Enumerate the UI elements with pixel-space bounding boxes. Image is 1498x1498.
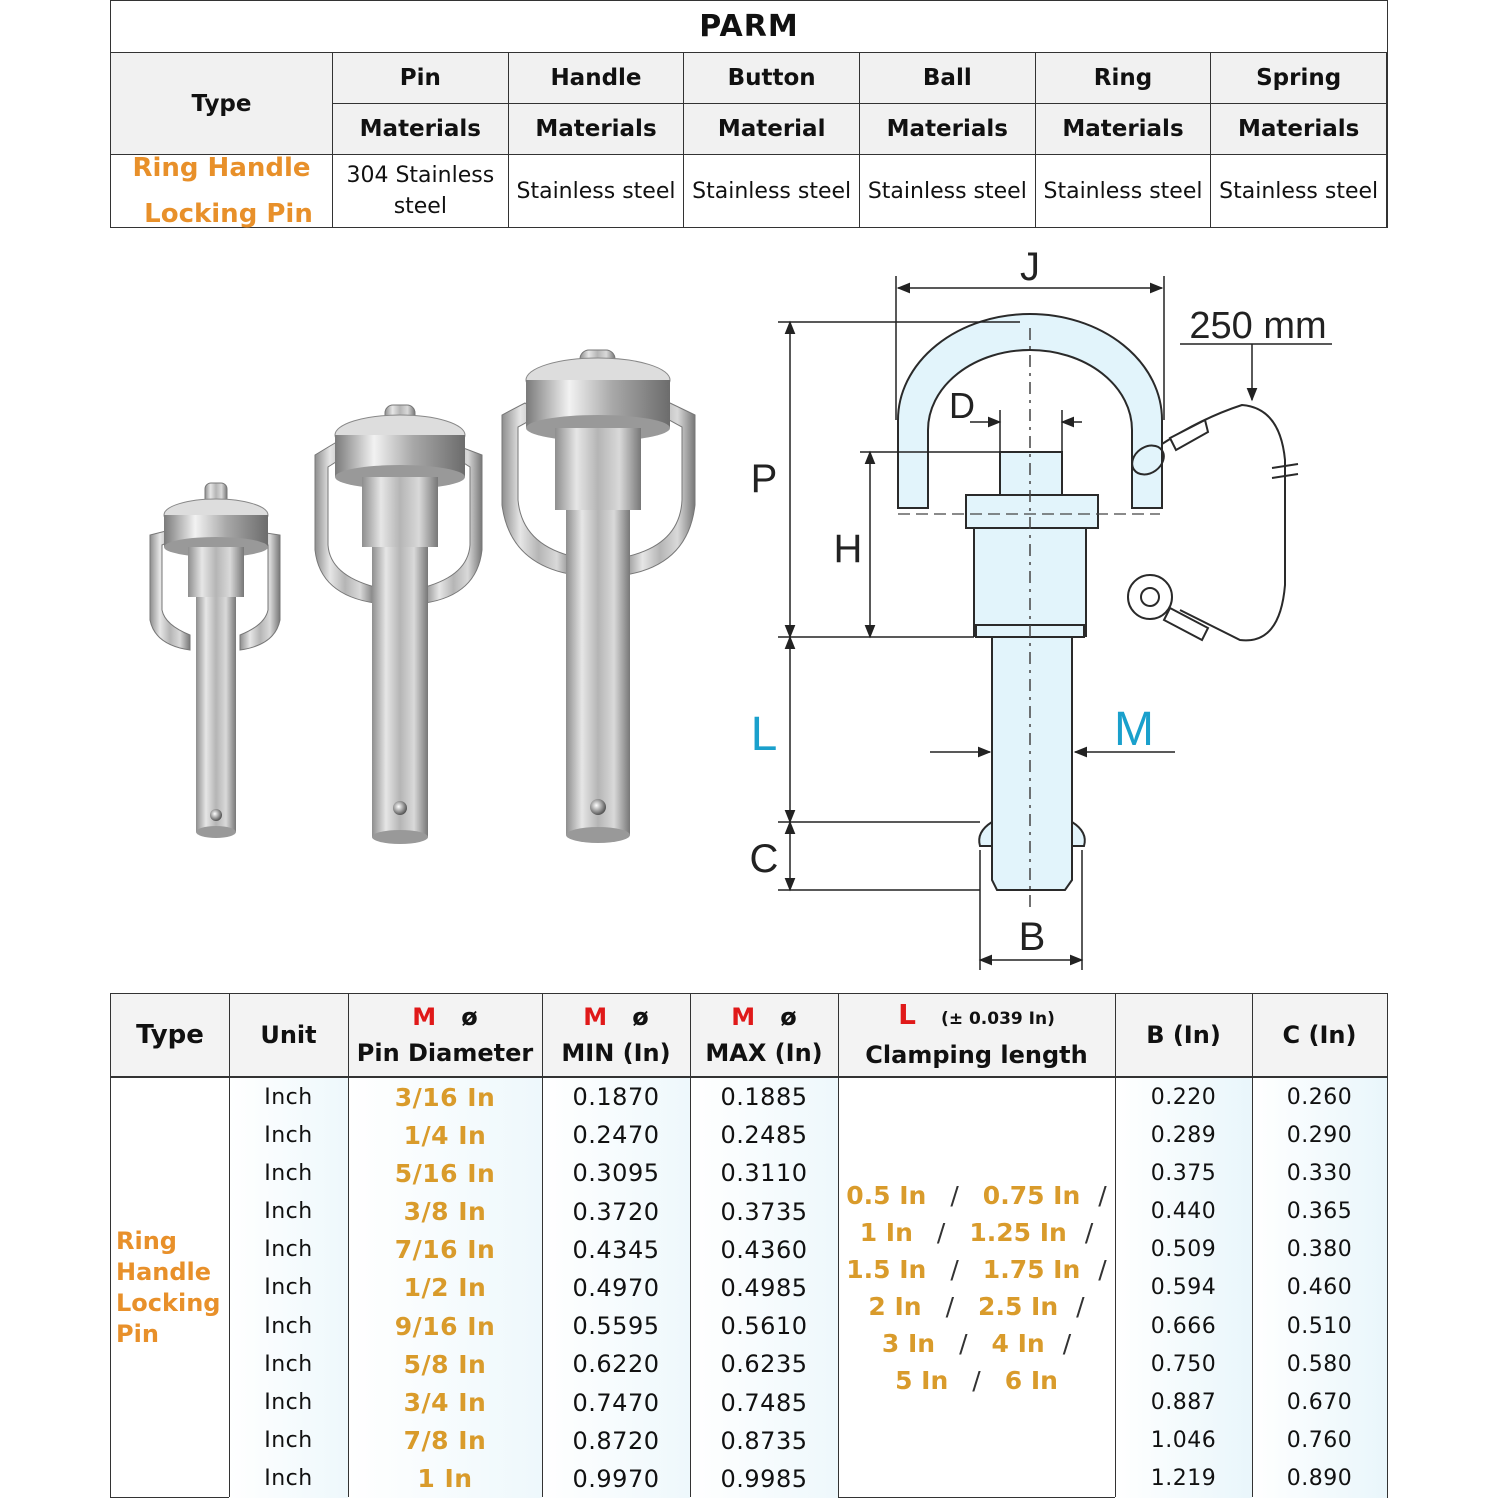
min-cell [542,1460,690,1498]
spec-type-line: Handle [116,1258,212,1286]
c-cell [1252,1383,1387,1421]
c-cell [1252,1307,1387,1345]
unit-cell-value: Inch [264,1122,313,1148]
pin-diameter-cell-value: 1 In [417,1464,473,1494]
min-cell [542,1193,690,1231]
pin-diameter-cell [348,1269,542,1307]
part-subheader-ring: Materials [1036,104,1212,155]
clamping-separator: / [950,1181,959,1210]
unit-cell [229,1307,348,1345]
pin-photo-large [502,350,695,843]
clamping-separator: / [1084,1218,1094,1247]
max-label: MAX (In) [705,1039,823,1067]
clamping-separator: / [945,1292,955,1321]
unit-cell-value: Inch [264,1199,313,1225]
spec-type-cell [111,1078,229,1498]
handle-block [966,495,1098,528]
clamping-length-row [846,1325,1106,1362]
b-cell-value: 0.375 [1150,1160,1217,1186]
spec-header-b [1115,994,1252,1076]
b-cell [1115,1116,1252,1154]
pin-diameter-cell-value: 5/8 In [403,1349,487,1379]
pin-diameter-cell [348,1116,542,1154]
diameter-symbol: ø [632,1003,649,1031]
unit-cell-value: Inch [264,1237,313,1263]
min-cell [542,1078,690,1116]
max-cell [690,1269,838,1307]
max-cell [690,1154,838,1192]
unit-cell [229,1116,348,1154]
spec-type-value [111,1226,220,1350]
unit-cell [229,1383,348,1421]
technical-drawing [720,240,1400,980]
spec-header-pin-diameter [348,994,542,1076]
clamping-lengths-cell [838,1078,1115,1498]
clamping-length-row [846,1177,1106,1214]
pin-diameter-cell [348,1154,542,1192]
ball-left [979,822,992,846]
c-cell [1252,1269,1387,1307]
min-cell [542,1422,690,1460]
spec-header-max [690,994,838,1076]
b-cell [1115,1422,1252,1460]
dim-label-l: L [750,708,778,761]
b-cell-value: 0.220 [1150,1084,1217,1110]
b-cell-value: 0.594 [1150,1275,1217,1301]
min-cell-value: 0.3720 [572,1197,660,1226]
part-material-ring: Stainless steel [1036,155,1212,227]
max-cell [690,1422,838,1460]
part-material-button: Stainless steel [684,155,860,227]
type-header [111,53,333,155]
clamping-separator: / [950,1255,959,1284]
b-cell-value: 0.440 [1150,1199,1217,1225]
spec-header-min-m-row [583,999,648,1035]
max-cell-value: 0.6235 [720,1350,808,1379]
dim-label-h: H [833,527,863,571]
b-cell-value: 0.666 [1150,1313,1217,1339]
pin-diameter-cell [348,1307,542,1345]
b-cell-value: 0.887 [1150,1390,1217,1416]
unit-cell [229,1460,348,1498]
c-cell-value: 0.760 [1286,1428,1353,1454]
clamping-separator: / [936,1218,946,1247]
pin-shaft [992,637,1072,890]
pin-diameter-cell-value: 7/8 In [403,1426,487,1456]
min-cell-value: 0.9970 [572,1464,660,1493]
spec-header-max-m-row [731,999,796,1035]
c-cell [1252,1231,1387,1269]
unit-cell-value: Inch [264,1084,313,1110]
b-cell-value: 0.289 [1150,1122,1217,1148]
b-label: B (In) [1146,1021,1221,1049]
dim-label-m: M [1114,703,1154,756]
clamping-length-value: 1.5 In [846,1255,927,1284]
part-header-ring: Ring [1036,53,1212,104]
min-cell [542,1154,690,1192]
spec-header-unit-label: Unit [260,1021,317,1049]
unit-cell-value: Inch [264,1160,313,1186]
dim-label-j: J [1020,245,1040,289]
m-letter: M [583,1003,608,1031]
max-cell-value: 0.4360 [720,1235,808,1264]
max-cell [690,1193,838,1231]
pin-diameter-cell [348,1422,542,1460]
spec-type-line: Ring [116,1227,177,1255]
materials-table-title: PARM [111,1,1387,53]
part-subheader-ball: Materials [860,104,1036,155]
dim-label-d: D [949,385,975,426]
part-material-handle: Stainless steel [509,155,685,227]
part-header-spring: Spring [1211,53,1387,104]
clamping-separator: / [959,1329,968,1358]
c-cell-value: 0.510 [1286,1313,1353,1339]
product-name-line1: Ring Handle [132,153,311,183]
max-cell-value: 0.9985 [720,1464,808,1493]
pin-diameter-cell-value: 7/16 In [394,1235,496,1265]
unit-cell-value: Inch [264,1313,313,1339]
b-cell [1115,1269,1252,1307]
b-cell [1115,1307,1252,1345]
max-cell-value: 0.3110 [720,1159,808,1188]
part-header-button: Button [684,53,860,104]
materials-table [110,0,1388,228]
unit-cell-value: Inch [264,1351,313,1377]
min-cell-value: 0.2470 [572,1121,660,1150]
clamping-length-value: 1 In [859,1218,913,1247]
b-cell [1115,1460,1252,1498]
product-name-line2: Locking Pin [144,199,313,229]
pin-diameter-cell-value: 9/16 In [394,1311,496,1341]
pin-diameter-cell [348,1345,542,1383]
min-cell-value: 0.4970 [572,1273,660,1302]
clamping-separator: / [1062,1329,1072,1358]
max-cell [690,1307,838,1345]
pin-diameter-cell-value: 3/16 In [394,1082,496,1112]
b-cell [1115,1193,1252,1231]
c-cell [1252,1193,1387,1231]
diameter-symbol: ø [780,1003,797,1031]
part-subheader-spring: Materials [1211,104,1387,155]
dim-label-c: C [749,837,779,881]
c-cell-value: 0.365 [1286,1199,1353,1225]
b-cell-value: 1.046 [1150,1428,1217,1454]
min-cell [542,1345,690,1383]
pin-diameter-cell [348,1231,542,1269]
unit-cell-value: Inch [264,1390,313,1416]
max-cell [690,1383,838,1421]
clamping-length-value: 5 In [895,1366,949,1395]
min-cell-value: 0.4345 [572,1235,660,1264]
c-cell [1252,1078,1387,1116]
b-cell [1115,1345,1252,1383]
min-cell [542,1116,690,1154]
clamping-length-value: 0.5 In [846,1181,927,1210]
pin-photo-medium [315,405,482,844]
pin-diameter-cell-value: 1/4 In [403,1120,487,1150]
spec-header-unit [229,994,348,1076]
max-cell-value: 0.3735 [720,1197,808,1226]
max-cell-value: 0.8735 [720,1426,808,1455]
pin-diameter-cell-value: 1/2 In [403,1273,487,1303]
max-cell-value: 0.7485 [720,1388,808,1417]
min-cell-value: 0.1870 [572,1083,660,1112]
max-cell [690,1116,838,1154]
c-cell [1252,1460,1387,1498]
max-cell [690,1345,838,1383]
c-cell-value: 0.380 [1286,1237,1353,1263]
clamping-length-value: 2 In [868,1292,922,1321]
c-cell [1252,1116,1387,1154]
ball-right [1072,822,1085,846]
b-cell [1115,1231,1252,1269]
diameter-symbol: ø [461,1003,478,1031]
clamping-length-row [846,1214,1106,1251]
part-material-spring: Stainless steel [1211,155,1387,227]
spec-type-line: Locking [116,1289,221,1317]
type-header-label: Type [191,90,252,117]
min-cell [542,1383,690,1421]
clamping-length-value: 0.75 In [982,1181,1081,1210]
c-cell [1252,1154,1387,1192]
max-cell-value: 0.1885 [720,1083,808,1112]
c-cell-value: 0.330 [1286,1160,1353,1186]
pin-diameter-cell [348,1078,542,1116]
min-cell [542,1307,690,1345]
clamping-length-value: 1.25 In [969,1218,1067,1247]
spec-header-m-row [412,999,477,1035]
b-cell-value: 0.750 [1150,1351,1217,1377]
min-cell [542,1231,690,1269]
unit-cell-value: Inch [264,1466,313,1492]
button-part [1000,452,1062,497]
pin-photo-small [150,483,280,838]
cable-length-label: 250 mm [1189,305,1327,347]
clamping-length-value: 3 In [881,1329,936,1358]
max-cell [690,1231,838,1269]
part-header-handle: Handle [509,53,685,104]
b-cell [1115,1078,1252,1116]
unit-cell-value: Inch [264,1275,313,1301]
b-cell [1115,1154,1252,1192]
max-cell [690,1460,838,1498]
pin-diameter-cell [348,1460,542,1498]
clamping-length-row [846,1251,1106,1288]
part-material-ball: Stainless steel [860,155,1036,227]
clamping-length-value: 2.5 In [978,1292,1059,1321]
b-cell-value: 0.509 [1150,1237,1217,1263]
min-cell-value: 0.5595 [572,1312,660,1341]
unit-cell [229,1193,348,1231]
unit-cell [229,1078,348,1116]
l-letter: L [898,998,916,1031]
min-label: MIN (In) [561,1039,671,1067]
max-cell-value: 0.5610 [720,1312,808,1341]
dim-label-b: B [1018,915,1046,959]
min-cell-value: 0.6220 [572,1350,660,1379]
pin-diameter-cell-value: 3/8 In [403,1197,487,1227]
spec-header-type [111,994,229,1076]
unit-cell [229,1231,348,1269]
m-letter: M [731,1003,756,1031]
spec-header-c [1252,994,1387,1076]
product-name-cell [111,155,333,227]
clamping-length-row [846,1288,1106,1325]
c-cell-value: 0.460 [1286,1275,1353,1301]
part-header-ball: Ball [860,53,1036,104]
part-header-pin: Pin [333,53,509,104]
clamping-length-value: 6 In [1004,1366,1058,1395]
clamping-separator: / [972,1366,981,1395]
clamping-separator: / [1076,1292,1085,1321]
spec-header-clamping [838,994,1115,1076]
max-cell [690,1078,838,1116]
c-cell-value: 0.260 [1286,1084,1353,1110]
pin-diameter-cell-value: 5/16 In [394,1158,496,1188]
m-letter: M [412,1003,437,1031]
part-subheader-handle: Materials [509,104,685,155]
pin-diameter-cell [348,1383,542,1421]
c-label: C (In) [1282,1021,1357,1049]
c-cell-value: 0.670 [1286,1390,1353,1416]
part-subheader-button: Material [684,104,860,155]
part-material-pin: 304 Stainless steel [333,155,509,227]
spec-type-line: Pin [116,1320,159,1348]
min-cell [542,1269,690,1307]
c-cell-value: 0.290 [1286,1122,1353,1148]
min-cell-value: 0.3095 [572,1159,660,1188]
clamping-lengths-list [846,1177,1106,1399]
max-cell-value: 0.4985 [720,1273,808,1302]
pin-diameter-cell-value: 3/4 In [403,1388,487,1418]
dim-label-p: P [750,457,778,501]
b-cell [1115,1383,1252,1421]
clamping-length-value: 4 In [991,1329,1045,1358]
c-cell-value: 0.580 [1286,1351,1353,1377]
clamping-length-value: 1.75 In [982,1255,1081,1284]
clamping-separator: / [1098,1255,1107,1284]
unit-cell [229,1154,348,1192]
b-cell-value: 1.219 [1150,1466,1217,1492]
c-cell [1252,1422,1387,1460]
unit-cell [229,1269,348,1307]
pin-diameter-label: Pin Diameter [356,1039,534,1067]
part-subheader-pin: Materials [333,104,509,155]
unit-cell [229,1345,348,1383]
spec-header-l-row [898,997,1055,1037]
clamping-label: Clamping length [865,1041,1088,1069]
clamping-length-row [846,1362,1106,1399]
product-photo [130,335,720,855]
clamping-separator: / [1098,1181,1107,1210]
pin-diameter-cell [348,1193,542,1231]
min-cell-value: 0.8720 [572,1426,660,1455]
max-cell-value: 0.2485 [720,1121,808,1150]
c-cell [1252,1345,1387,1383]
spec-header-min [542,994,690,1076]
unit-cell-value: Inch [264,1428,313,1454]
c-cell-value: 0.890 [1286,1466,1353,1492]
min-cell-value: 0.7470 [572,1388,660,1417]
spec-header-type-label: Type [136,1020,204,1050]
l-tolerance: (± 0.039 In) [941,1009,1055,1029]
spec-table [110,993,1388,1498]
unit-cell [229,1422,348,1460]
